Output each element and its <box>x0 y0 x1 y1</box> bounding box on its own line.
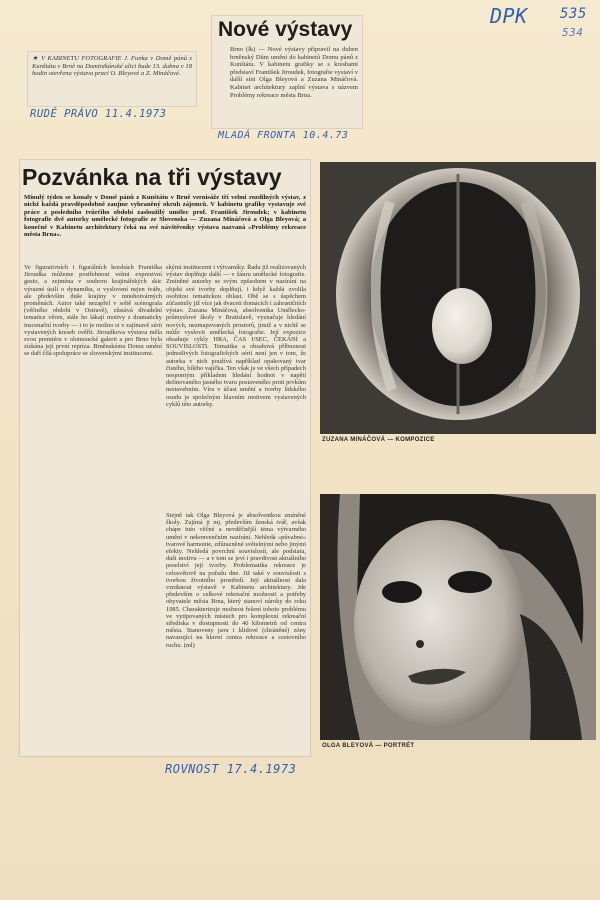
clipping-pozvanka-lead: Minulý týden se konaly v Domě pánů z Kunštátu v Brně vernisáže tří velmi rozdílných výstav, z nichž každá pravděpodobně zaujme vyhraněný okruh zájemců. V kabinetu grafiky vystavuje své práce z posledního tvůrčího období zasloužilý umělec prof. František Jiroudek; v kabinetu fotografie dvě autorky umělecké fotografie ze Slovenska — Zuzana Mináčová a Olga Bleyová; a konečně v Kabinetu architektury čeká na své návštěvníky výstava nazvaná »Problémy rekreace města Brna«. <box>24 194 306 239</box>
clipping-nove-vystavy <box>212 16 362 128</box>
clipping-pozvanka <box>20 160 310 756</box>
clipping-pozvanka-col1: Ve figurativních i figurálních kresbách Františka Jiroudka můžeme postřehnout velmi expresivní gesto, a zejména v souboru krajinářských skic výrazné úsilí o dynamiku, o vyslovení nejen tváře, ale především duše krajiny v mnohotvárných proměnách. Autor také nezapřel v sobě scénografa (věčného období v Ostravě), zůstává divadelní tematice věren, stále ho lákají motivy z dramaticky inscenační tvorby — i to je možno si v zajímavě sérii vystavených kreseb ověřit. Jiroudkova výstava měla svou premiéru v olomoucké galerii a pro Brno byla získána její první repríza. Brněnskému Domu umění se daří čilá spolupráce se slovenskými institucemi. <box>24 264 162 358</box>
archive-number-top: 535 <box>560 6 587 22</box>
portrait-image <box>320 494 596 740</box>
source-rude-pravo: RUDÉ PRÁVO 11.4.1973 <box>30 108 167 120</box>
photo-portret <box>320 494 596 740</box>
photo-kompozice <box>320 162 596 434</box>
photo-kompozice-caption: ZUZANA MINÁČOVÁ — KOMPOZICE <box>322 437 435 443</box>
source-rovnost: ROVNOST 17.4.1973 <box>165 762 297 776</box>
egg-ring-image <box>320 162 596 434</box>
clipping-pozvanka-col2: skými institucemi i výtvarníky. Řadu již realizovaných výstav doplňuje další — v žánru umělecké fotografie. Zmíněné autorky se svým způsobem v nazírání na objekt své tvorby doplňují, i když každá zvolila osobitou tematickou oblast. Obě se s úspěchem zúčastnily již více jak dvaceti domácích i zahraničních výstav. Zuzana Mináčová, absolventka Umělecko-průmyslové školy v Bratislavě, vyznačuje hledání nových, nezmapovaných prostorů, jimiž a v nichž se může vyslovit umělecká fotografie. Její expozice obsahuje cykly HRA, ČAS I/SEC, ČEKÁNÍ a SOUVISLOSTI. Tematika a obsahová příbuznost jednotlivých fotografických sérií není jen v tom, že autorka v nich používá například opakovaný tvar čistého, bílého vajíčka. Ten však je ve všech případech nesporným příkladem hledání hodnot v napětí definovaného jasného tvaru postaveného proti prvkům nestavebním. Víra v účast umění a tvorby lidského osudu je společným hlavním motivem vystavených cyklů této autorky. <box>166 264 306 408</box>
archive-number-alt: 534 <box>562 26 584 39</box>
clipping-rude-pravo <box>28 52 196 106</box>
clipping-pozvanka-col2b: Stejně tak Olga Bleyová je absolventkou zmíněné školy. Zajímá ji mj. především ženská tvář, avšak chápe tuto věčné a nevděčnější téma výtvarného umění v nekonvenčním nazírání. Nehledá »půvabné« tvarové harmonie, zdůrazněné světelnými nebo jinými efekty. Nehledá povrchní souvislosti, ale podstatu, duši motivu — a v tom se jeví i pravdivost aktuálního poselství její tvorby. Problematika rekreace je celosvětově na pořadu dne. Již také v souvislosti s tvorbou životního prostředí. Její aktuálnost dala vzniknout výstavě v Kabinetu architektury. Jde především o celkové rekreační možnosti a potřeby obyvatele města Brna, který stanoví nároky do roku 1985. Charakterizuje možnost řešení tohoto problému ve vytipovaných místech pro komplexní rekreační střediska v dostupnosti do 40 kilometrů od centra města. Stanoveny jsou i klidové (chráněné) zóny navazující na hlavní centra rekreace a cestovního ruchu. (ml) <box>166 512 306 649</box>
clipping-nove-vystavy-title: Nové výstavy <box>218 18 353 41</box>
photo-portret-caption: OLGA BLEYOVÁ — PORTRÉT <box>322 743 415 749</box>
source-mlada-fronta: MLADÁ FRONTA 10.4.73 <box>218 130 349 141</box>
clipping-rude-pravo-text: ★ V KABINETU FOTOGRAFIE J. Funka v Domě pánů z Kunštátu v Brně na Dominikánské ulici bude 13. dubna v 18 hodin otevřena výstava prací O. Bleyové a Z. Mináčové. <box>32 55 192 78</box>
clipping-nove-vystavy-text: Brno (lk) — Nové výstavy připravil na duben brněnský Dům umění do kabinetů Domu pánů z Kunštátu. V kabinetu grafiky se s kresbami představí František Jiroudek, fotografie vystaví v další síni Olga Bleyová a Zuzana Mináčová. Kabinet architektury zaplní výstava s názvem Problémy rekreace města Brna. <box>230 46 358 99</box>
archive-code: DPK <box>490 4 528 28</box>
clipping-pozvanka-title: Pozvánka na tři výstavy <box>22 164 282 190</box>
